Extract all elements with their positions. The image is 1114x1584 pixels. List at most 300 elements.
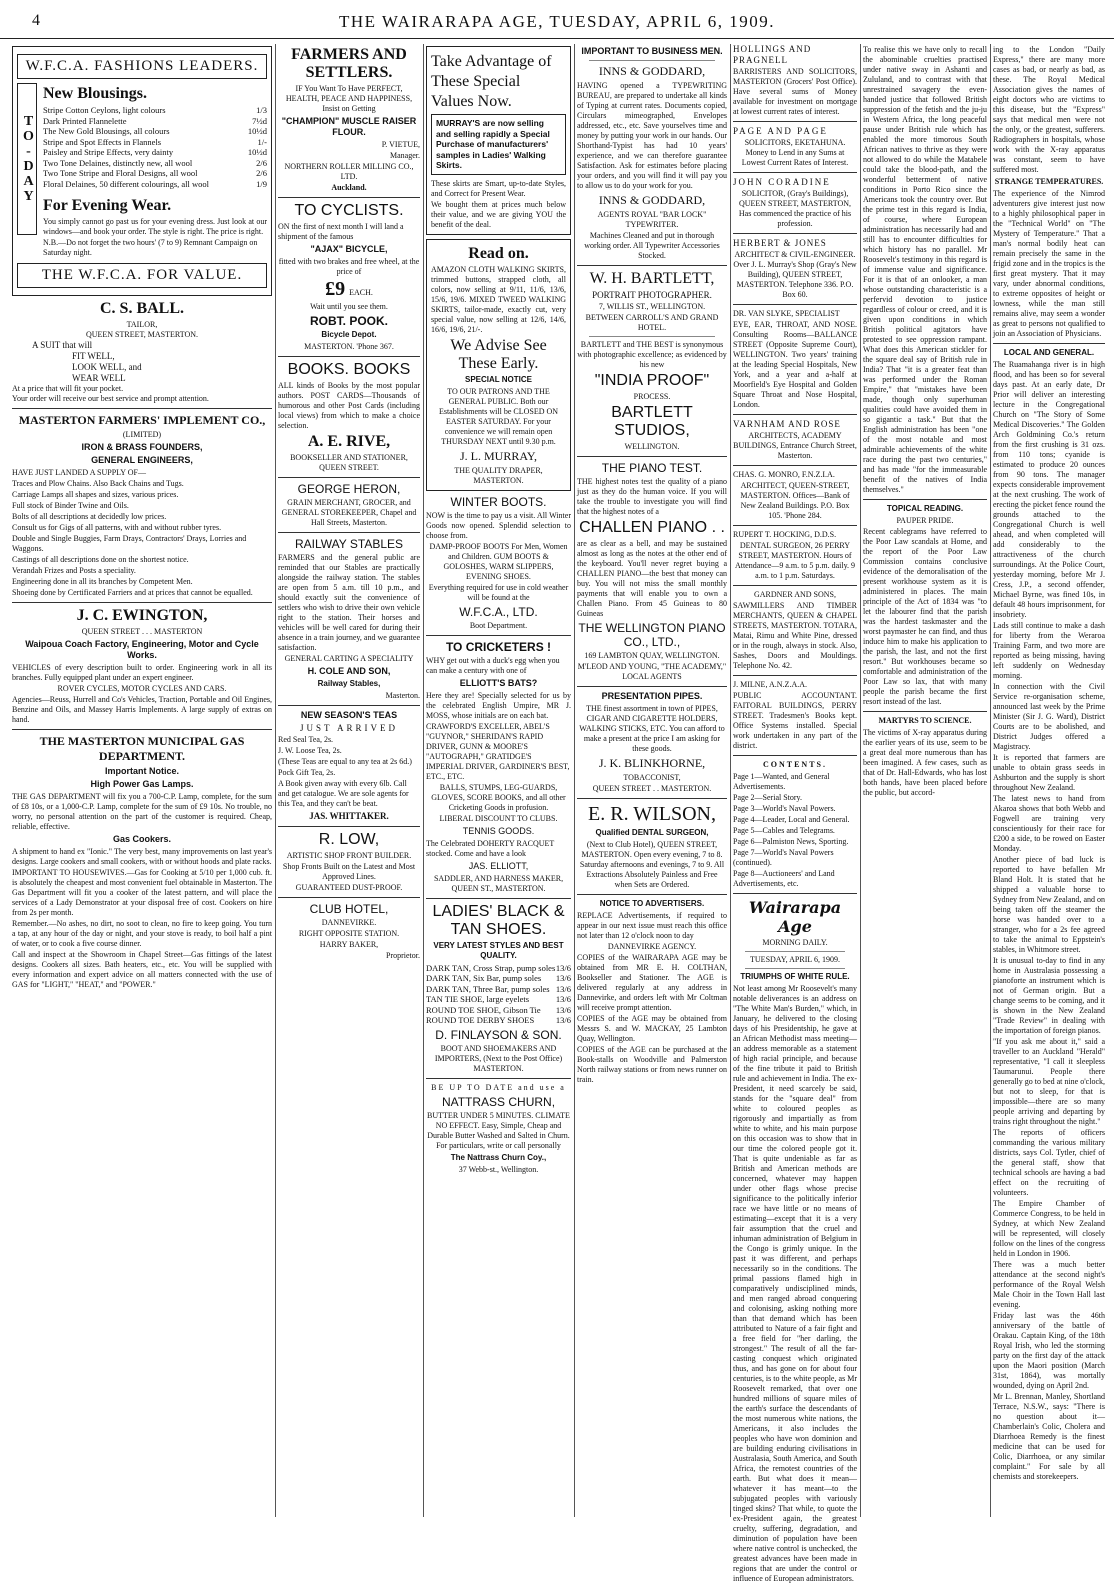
- item-name: DARK TAN, Cross Strap, pump soles: [426, 962, 556, 973]
- divider: [278, 826, 420, 827]
- price-row: [426, 973, 571, 984]
- advert-text: (Next to Club Hotel), QUEEN STREET, MASTERTON. Open every evening, 7 to 8. Saturday afternoons and evenings, 7 to 9. All Extractions Absolutely Painless and Free when Sets are Ordered.: [579, 840, 725, 889]
- advert-text: HAVING opened a TYPEWRITING BUREAU, are prepared to undertake all kinds of Typing at current rates. Documents copied, Circulars mimeographed, Envelopes addressed, etc., etc. Save yourselves time and money by putting your work in our hands. Our Shorthand-Typist has had 10 years' experience, and we can therefore guarantee Satisfaction. Ask for estimates before placing your orders, and you will find it will pay you to allow us to do your work for you.: [577, 81, 727, 190]
- advertiser-name: J. L. MURRAY,: [459, 448, 538, 463]
- advert-text: BUTTER UNDER 5 MINUTES. CLIMATE NO EFFECT. Easy, Simple, Cheap and Durable Butter Washed and Salted in Churn. For particulars, write or call personally: [427, 1110, 570, 1150]
- advert-text: Here they are! Specially selected for us by the celebrated English Umpire, MR J. MOSS, whose initials are on each bat.: [426, 690, 571, 720]
- sub-heading: Gas Cookers.: [112, 834, 172, 844]
- divider: [733, 233, 857, 234]
- price-row: [426, 1015, 571, 1026]
- advert-line: ROVER CYCLES, MOTOR CYCLES AND CARS.: [57, 684, 227, 693]
- card-name: DR. VAN SLYKE, SPECIALIST: [733, 309, 840, 318]
- advert-text: RIGHT OPPOSITE STATION.: [298, 929, 400, 938]
- advert-line: Carriage Lamps all shapes and sizes, various prices.: [12, 490, 179, 499]
- price-row: [43, 137, 267, 148]
- advert-text: VEHICLES of every description built to order. Engineering work in all its branches. Fully equipped plant under an expert engineer.: [12, 663, 272, 682]
- divider: [863, 499, 987, 500]
- trade: PORTRAIT PHOTOGRAPHER.: [592, 290, 712, 300]
- advertiser-name: E. R. WILSON,: [588, 803, 716, 825]
- advert-line: Traces and Plow Chains. Also Back Chains and Tugs.: [12, 479, 184, 488]
- city: WELLINGTON.: [624, 442, 680, 451]
- advert-title: NOTICE TO ADVERTISERS.: [599, 899, 705, 908]
- pipes-advert: [577, 691, 727, 794]
- advert-line: At a price that will fit your pocket.: [12, 384, 124, 393]
- advert-line: LOOK WELL, and: [72, 362, 142, 372]
- column-1: [12, 44, 272, 1517]
- price-row: [426, 994, 571, 1005]
- blousings-heading: New Blousings.: [43, 85, 148, 102]
- card-advert: [733, 419, 857, 461]
- advert-text: BARTLETT and THE BEST is synonymous with photographic excellence; as evidenced by his new: [577, 340, 727, 369]
- article-title: MARTYRS TO SCIENCE.: [878, 716, 972, 725]
- ball-advert: [12, 300, 272, 404]
- strange-article: [993, 177, 1105, 339]
- article-title: TRIUMPHS OF WHITE RULE.: [740, 972, 850, 981]
- column-6: [863, 44, 987, 1517]
- sub-heading: High Power Gas Lamps.: [90, 779, 194, 789]
- item-name: ROUND TOE DERBY SHOES: [426, 1015, 535, 1025]
- article-subtitle: PAUPER PRIDE.: [896, 516, 954, 525]
- advert-title: RAILWAY STABLES: [294, 537, 404, 551]
- card-name: HERBERT & JONES: [733, 238, 827, 248]
- topical-article: [863, 504, 987, 707]
- column-rule: [990, 44, 991, 1517]
- books-advert: [278, 361, 420, 473]
- card-text: SAWMILLERS AND TIMBER MERCHANTS, QUEEN & CHAPEL STREETS, MASTERTON. TOTARA, Matai, Rimu and White Pine, dressed or in the rough, always in stock. Also, Sashes, Doors and Mouldings. Telephone No. 42.: [733, 601, 857, 670]
- today-label: TO-DAY: [21, 114, 36, 204]
- contents-item: Page 8—Auctioneers' and Land Advertisements, etc.: [733, 869, 835, 888]
- sub-heading: IRON & BRASS FOUNDERS,: [81, 442, 203, 452]
- card-text: ARCHITECTS, ACADEMY BUILDINGS, Entrance Church Street, Masterton.: [733, 431, 857, 460]
- contents-item: Page 1—Wanted, and General Advertisements.: [733, 772, 830, 791]
- card-advert: [733, 530, 857, 581]
- sub-heading: Important Notice.: [104, 766, 179, 776]
- divider: [426, 898, 571, 899]
- article-body: Recent cablegrams have referred to the Poor Law scandals at Home, and the report of the Poor Law Commission contains conclusive evidence of the demoralisation of the present workhouse system as it is administered in places. The main principle of the Act of 1834 was "to let the labourer find that the parish was the hardest taskmaster and the worst paymaster he can find, and thus induce him to make his application to the parish, the last, and not the first resort." But workhouses became so comfortable and administration of the Poor Law so lax, that with many people the parish became the first resort instead of the last.: [863, 527, 987, 706]
- advert-text: COPIES of the AGE can be purchased at the Book-stalls on Woodville and Palmerston North railway stations or from news runner on train.: [577, 1045, 727, 1084]
- teas-advert: [278, 710, 420, 822]
- address: SADDLER, AND HARNESS MAKER, QUEEN ST., MASTERTON.: [433, 873, 564, 893]
- price-row: [426, 963, 571, 974]
- sub-heading: SPECIAL NOTICE: [465, 374, 532, 384]
- address: BETWEEN CARROLL'S AND GRAND HOTEL.: [585, 313, 719, 332]
- price-row: [43, 147, 267, 158]
- city: Auckland.: [331, 183, 367, 192]
- column-7: [993, 44, 1105, 1517]
- advert-line: Your order will receive our best service and prompt attention.: [12, 394, 209, 403]
- advert-text: THE finest assortment in town of PIPES, CIGAR AND CIGARETTE HOLDERS, WALKING STICKS, ETC. You can afford to make a present at the price I am asking for these goods.: [579, 704, 725, 753]
- news-paragraph: There was a much better attendance at the second night's performance of the Royal Welsh Male Choir in the Town Hall last evening.: [993, 1260, 1105, 1309]
- card-advert: [733, 238, 857, 300]
- remnant-note: N.B.—Do not forget the two hours' (7 to 9) Remnant Campaign on Saturday night.: [43, 238, 258, 257]
- divider: [733, 414, 857, 415]
- list-item: (These Teas are equal to any tea at 2s 6d.): [278, 757, 412, 766]
- business-advert: [577, 46, 727, 261]
- news-paragraph: Mr L. Brennan, Manley, Shortland Terrace, N.S.W., says: "There is no question about it—Chamberlain's Colic, Cholera and Diarrhoea Remedy is the finest medicine that can be used for Colic, Diarrhoea, or any similar complaint." For sale by all chemists and storekeepers.: [993, 1392, 1105, 1481]
- divider: [733, 304, 857, 305]
- ewington-advert: [12, 607, 272, 725]
- advert-line: Double and Single Buggies, Farm Drays, Contractors' Drays, Lorries and Waggons.: [12, 534, 247, 553]
- news-paragraph: Lads still continue to make a dash for liberty from the Weraroa Training Farm, and two more are reported as being missing, having left suddenly on Wednesday morning.: [993, 621, 1105, 680]
- product-name: CHALLEN PIANO . .: [579, 519, 725, 536]
- news-paragraph: It is reported that farmers are unable to obtain grass seeds in Ashburton and the supply is short throughout New Zealand.: [993, 753, 1105, 792]
- city: DANNEVIRKE.: [321, 918, 377, 927]
- divider: [589, 60, 715, 61]
- advert-title: Take Advantage of These Special Values Now.: [431, 53, 552, 110]
- cyclists-advert: [278, 202, 420, 352]
- trade: TOBACCONIST,: [623, 773, 681, 782]
- column-rule: [423, 44, 424, 1517]
- divider: [278, 477, 420, 478]
- advertiser-name: JAS. ELLIOTT,: [468, 860, 529, 871]
- advert-line: JUST ARRIVED: [299, 723, 399, 733]
- advert-line: GUARANTEED DUST-PROOF.: [295, 883, 403, 892]
- price-row: [426, 1005, 571, 1016]
- advert-title: BOOKS. BOOKS: [287, 361, 411, 378]
- advert-text: BE UP TO DATE and use a: [431, 1082, 566, 1092]
- company-name: NORTHERN ROLLER MILLING CO., LTD.: [284, 162, 414, 181]
- item-name: The New Gold Blousings, all colours: [43, 126, 170, 136]
- agents: M'LEOD AND YOUNG, "THE ACADEMY," LOCAL AGENTS: [577, 662, 727, 681]
- advert-title: WINTER BOOTS.: [450, 494, 547, 509]
- price-row: [43, 116, 267, 127]
- advertiser-name: THE WELLINGTON PIANO CO., LTD.,: [578, 621, 726, 649]
- price-row: [43, 179, 267, 190]
- item-price: 10½d: [247, 147, 267, 157]
- advert-line: HAVE JUST LANDED A SUPPLY OF—: [12, 468, 146, 477]
- news-paragraph: Friday last was the 46th anniversary of the battle of Orakau. Captain King, of the 18th Royal Irish, who led the storming party on the first day of the attack upon the Maori position (March 31st, 1864), was mortally wounded, dying on April 2nd.: [993, 1311, 1105, 1390]
- divider: [426, 1078, 571, 1079]
- address: MASTERTON. 'Phone 367.: [304, 342, 394, 351]
- divider: [745, 968, 845, 969]
- advert-text: TO OUR PATRONS AND THE GENERAL PUBLIC. Both our Establishments will be CLOSED ON EASTER SATURDAY. For your convenience we will remain open THURSDAY NEXT until 9.30 p.m.: [438, 386, 559, 446]
- advert-text: REPLACE Advertisements, if required to appear in our next issue must reach this office not later than 12 o'clock noon to day: [577, 911, 727, 940]
- article-title: LOCAL AND GENERAL.: [1003, 348, 1095, 357]
- divider: [278, 356, 420, 357]
- advert-text: AMAZON CLOTH WALKING SKIRTS, trimmed buttons, strapped cloth, all colors, now selling at 9/11, 11/6, 13/6, 15/6, 19/6. MIXED TWEED WALKING SKIRTS, tailor-made, exactly cut, very special value, now selling at 12/6, 14/6, 16/6, 19/6, 21/-.: [431, 264, 566, 334]
- divider: [733, 893, 857, 894]
- advert-text: Machines Cleaned and put in thorough working order. All Typewriter Accessories Stocked.: [584, 231, 720, 260]
- advert-text: Shop Fronts Built on the Latest and Most Approved Lines.: [282, 862, 416, 881]
- address: BOOT AND SHOEMAKERS AND IMPORTERS, (Next to the Post Office) MASTERTON.: [434, 1043, 563, 1073]
- wilson-advert: [577, 803, 727, 890]
- item-price: 10½d: [247, 126, 267, 136]
- item-price: 13/6: [555, 1015, 571, 1025]
- divider: [577, 894, 727, 895]
- piano-advert: [577, 461, 727, 682]
- divider: [733, 121, 857, 122]
- contents: [733, 760, 857, 889]
- address: THE QUALITY DRAPER, MASTERTON.: [454, 465, 543, 485]
- divider: [577, 798, 727, 799]
- divider: [12, 729, 272, 730]
- advertiser-name: J. K. BLINKHORNE,: [598, 756, 706, 770]
- advert-title: Read on.: [468, 244, 529, 262]
- divider: [733, 755, 857, 756]
- advert-text: Agencies—Reuss, Hurrell and Co's Vehicles, Traction, Portable and Oil Engines, Benzine and Oils, and Massey Harris Implements. A large supply of extras on hand.: [12, 695, 272, 724]
- railway-advert: [278, 537, 420, 701]
- advert-text: THE highest notes test the quality of a piano just as they do the human voice. If you will take the trouble to investigate you will find that the highest notes of a: [577, 477, 727, 516]
- advertiser-name: BARTLETT STUDIOS,: [611, 404, 693, 439]
- product-name: "INDIA PROOF": [594, 372, 710, 389]
- advertiser-name: JAS. WHITTAKER.: [309, 811, 389, 821]
- price-row: [43, 126, 267, 137]
- card-text: DENTAL SURGEON, 26 PERRY STREET, MASTERTON. Hours of Attendance—9 a.m. to 5 p.m. daily. 9 a.m. to 1 p.m. Saturdays.: [734, 541, 856, 580]
- advert-line: Consult us for Gigs of all patterns, with and without rubber tyres.: [12, 523, 222, 532]
- card-text: BARRISTERS AND SOLICITORS, MASTERTON (Grocers' Post Office). Have several sums of Money available for investment on mortgage at lowest current rates of interest.: [733, 67, 857, 116]
- settlers-advert: [278, 46, 420, 193]
- advert-text: WHY get out with a duck's egg when you can make a century with one of: [426, 655, 560, 675]
- evening-text: You simply cannot go past us for your evening dress. Just look at our windows—and book your order. The style is right. The price is right.: [43, 217, 267, 236]
- advertiser-name: J. C. EWINGTON,: [76, 607, 208, 624]
- divider: [733, 525, 857, 526]
- item-name: Floral Delaines, 50 different colourings, all wool: [43, 178, 210, 189]
- advertiser-name: C. S. BALL.: [99, 300, 185, 317]
- nameplate-title: Wairarapa Age: [748, 898, 842, 936]
- advert-line: Bolts of all descriptions at decidedly low prices.: [12, 512, 167, 521]
- address: QUEEN STREET, MASTERTON.: [85, 330, 199, 339]
- fashion-footer: THE W.F.C.A. FOR VALUE.: [17, 263, 267, 288]
- masthead: [0, 0, 1114, 39]
- item-price: 13/6: [555, 962, 571, 973]
- column-rule: [275, 44, 276, 1517]
- contents-item: Page 3—World's Naval Powers.: [733, 804, 836, 813]
- news-paragraph: It is unusual to-day to find in any home in Australasia possessing a pianoforte an instrument which is not of German origin. But a change seems to be coming, and it is shown in the New Zealand "Trade Review" in dealing with the importation of foreign pianos.: [993, 956, 1105, 1035]
- divider: [577, 265, 727, 266]
- news-paragraph: The latest news to hand from Akaroa shows that both Webb and Fogwell are training very conscientiously for their race for £200 a side, to be rowed on Easter Monday.: [993, 794, 1105, 853]
- address: 7, WILLIS ST., WELLINGTON.: [598, 302, 706, 311]
- news-paragraph: The Empire Chamber of Commerce Congress, to be held in Sydney, at which New Zealand will be represented, will closely follow on the lines of the congress held in London in 1906.: [993, 1199, 1105, 1258]
- divider: [589, 336, 715, 337]
- article-body: The Ruamahanga river is in high flood, and has been so for several days past. At an early date, Dr Prior will deliver an interesting lecture in the Congregational Church on "The Story of Some Medical Discoveries." The Golden Arch Goldmining Co.'s return from the first crushing is 31 ozs. from 110 tons; cyanide is estimated to produce 20 ounces from 90 tons. The manager expects considerable improvement at the next crushing. The work of erecting the picket fence round the grounds attached to the Congregational Church is well ahead, and when completed will add considerably to the attractiveness of the church surroundings. At the Police Court, yesterday morning, before Mr J. Cress, J.P., a second offender, Michael Byrne, was fined 10s, in default 48 hours imprisonment, for insobriety.: [993, 360, 1105, 619]
- advert-line: Wait until you see them.: [310, 302, 388, 311]
- divider: [993, 343, 1105, 344]
- farmers-advert: [12, 413, 272, 598]
- murray-box: MURRAY'S are now selling and selling rapidly a Special Purchase of manufacturers' samples in Ladies' Walking Skirts.: [431, 114, 566, 175]
- card-advert: [733, 680, 857, 751]
- divider: [278, 197, 420, 198]
- advert-line: Castings of all descriptions done on the shortest notice.: [12, 555, 189, 564]
- card-name: HOLLINGS AND PRAGNELL: [733, 44, 812, 65]
- evening-heading: For Evening Wear.: [43, 197, 172, 214]
- card-name: JOHN CORADINE: [733, 177, 831, 187]
- item-price: 13/6: [555, 983, 571, 994]
- advert-text: COPIES of the WAIRARAPA AGE may be obtained from MR E. H. COLTHAN, Bookseller and Stationer. The AGE is delivered regularly at any address in Dannevirke, and orders left with Mr Coltman will receive prompt attention.: [577, 953, 727, 1012]
- heron-advert: [278, 482, 420, 528]
- low-advert: [278, 831, 420, 893]
- item-name: TAN TIE SHOE, large eyelets: [426, 994, 530, 1004]
- card-name: VARNHAM AND ROSE: [733, 419, 841, 429]
- advertiser-name: INNS & GODDARD,: [598, 64, 706, 78]
- advert-title: LADIES' BLACK & TAN SHOES.: [432, 902, 565, 938]
- advert-title: PRESENTATION PIPES.: [601, 691, 703, 701]
- advert-text: CRAWFORD'S EXCELLER, ABEL'S "GUYNOR," SHERIDAN'S RAPID DRIVER, GUNN & MOORE'S "AUTOGRAPH," GRATIDGE'S IMPERIAL DRIVER, GARDINER'S BEST, ETC., ETC.: [426, 721, 570, 781]
- news-paragraph: Another piece of bad luck is reported to have befallen Mr Bland Holt. It is stated that he shipped a valuable horse to Sydney from New Zealand, and on being taken off the steamer the horse was handed over to a stranger, who for a 2s fee agreed to take the animal to Eppstein's stables, in Whitmore street.: [993, 855, 1105, 954]
- card-advert: [733, 126, 857, 168]
- fashion-title: W.F.C.A. FASHIONS LEADERS.: [17, 54, 267, 79]
- list-item: Pock Gift Tea, 2s.: [278, 768, 336, 777]
- advert-text: Call and inspect at the Showroom in Chapel Street—Gas fittings of the latest designs. Cookers all sizes. Bath heaters, etc., etc. You will be supplied with every information and expert advice on all matters connected with the use of GAS for "LIGHT," "HEAT," and "POWER.": [12, 950, 272, 989]
- news-paragraph: In connection with the Civil Service re-organisation scheme, announced last week by the Prime Minister (Sir J. G. Ward), District Courts are to be abolished, and District Judges offered a Magistracy.: [993, 682, 1105, 751]
- card-text: SOLICITOR, (Gray's Buildings), QUEEN STREET, MASTERTON, Has commenced the practice of his profession.: [738, 189, 852, 228]
- card-text: PUBLIC ACCOUNTANT. FAITORAL BUILDINGS, PERRY STREET. Tradesmen's Books kept. Office Systems installed. Special work undertaken in any part of the district.: [733, 691, 857, 750]
- advertiser-name: MASTERTON FARMERS' IMPLEMENT CO.,: [18, 413, 266, 427]
- list-item: J. W. Loose Tea, 2s.: [278, 746, 342, 755]
- read-on-advert: [426, 239, 571, 491]
- advert-text: FARMERS and the general public are reminded that our Stables are practically alongside the railway station. The stables are open from 5 a.m. till 10 p.m., and should exactly suit the convenience of settlers who wish to drive their own vehicle right to the station. Their horses and vehicles will be well cared for during their absence in a train journey, and we guarantee satisfaction.: [278, 553, 420, 652]
- divider: [733, 172, 857, 173]
- divider: [12, 408, 272, 409]
- advert-text: A shipment to hand ex "Ionic." The very best, many improvements on last year's designs. Large cookers and small cookers, with or without hoods and plate racks.: [12, 847, 272, 866]
- product-name: NATTRASS CHURN,: [441, 1094, 556, 1109]
- sub-heading: Railway Stables,: [317, 679, 381, 688]
- item-name: Paisley and Stripe Effects, very dainty: [43, 147, 174, 157]
- sub-heading: Bicycle Depot.: [321, 330, 377, 339]
- advert-text: DAMP-PROOF BOOTS For Men, Women and Children. GUM BOOTS & GOLOSHES, WARM SLIPPERS, EVENING SHOES.: [429, 541, 568, 581]
- advertiser-name: H. COLE AND SON,: [307, 666, 391, 676]
- advert-line: FIT WELL,: [72, 351, 115, 361]
- agent-name: P. VIETUE,: [381, 140, 420, 149]
- advert-text: IF You Want To Have PERFECT, HEALTH, PEACE AND HAPPINESS, Insist on Getting: [285, 84, 413, 113]
- item-name: Stripe Cotton Ceylons, light colours: [43, 105, 166, 115]
- divider: [278, 532, 420, 533]
- card-advert: [733, 177, 857, 229]
- divider: [278, 705, 420, 706]
- price-row: [426, 984, 571, 995]
- divider: [863, 711, 987, 712]
- advert-title: IMPORTANT TO BUSINESS MEN.: [581, 46, 723, 56]
- product-name: "AJAX" BICYCLE,: [310, 244, 388, 254]
- advert-title: FARMERS AND SETTLERS.: [291, 46, 407, 81]
- advertiser-name: ROBT. POOK.: [309, 314, 388, 328]
- advert-title: TO CYCLISTS.: [294, 202, 404, 219]
- card-name: GARDNER AND SONS,: [753, 590, 836, 599]
- advert-title: THE PIANO TEST.: [601, 461, 703, 475]
- column-rule: [574, 44, 575, 1517]
- advert-text: We bought them at prices much below their value, and we are giving YOU the benefit of the deal.: [431, 199, 566, 229]
- column-5: [733, 44, 857, 1583]
- club-advert: [278, 902, 420, 961]
- advert-text: These skirts are Smart, up-to-date Styles, and Correct for Present Wear.: [431, 178, 566, 198]
- advert-line: Verandah Frizes and Posts a speciality.: [12, 566, 136, 575]
- card-text: ARCHITECT, QUEEN-STREET, MASTERTON. Offices—Bank of New Zealand Buildings. P.O. Box 105. 'Phone 284.: [740, 481, 850, 520]
- address: 169 LAMBTON QUAY, WELLINGTON.: [584, 651, 720, 660]
- item-name: Two Tone Stripe and Floral Designs, all wool: [43, 168, 198, 178]
- card-text: EYE, EAR, THROAT, AND NOSE. Consulting Rooms—BALLANCE STREET (Opposite Supreme Court), WELLINGTON. Two years' training at the leading Special Hospitals, New York, and a year and a-half at Moorfield's Eye Hospital and Golden Square Throat and Nose Hospital, London.: [733, 320, 857, 409]
- advertiser-name: D. FINLAYSON & SON.: [435, 1027, 562, 1042]
- article-body: The victims of X-ray apparatus during the earlier years of its use, seem to be a great deal more numerous than has been imagined. A few cases, such as that of Dr. Hall-Edwards, who has lost both hands, have been placed before the public, but accord-: [863, 728, 987, 797]
- card-text: SOLICITORS, EKETAHUNA. Money to Lend in any Sums at Lowest Current Rates of Interest.: [741, 138, 849, 167]
- item-name: Dark Printed Flannelette: [43, 115, 127, 126]
- news-paragraph: The reports of officers commanding the various military districts, says Col. Tytler, chief of the general staff, show that technical schools are having a bad effect on the recruiting of volunteers.: [993, 1128, 1105, 1197]
- owner-role: Proprietor.: [386, 951, 420, 960]
- sub-heading: VERY LATEST STYLES AND BEST QUALITY.: [433, 940, 564, 960]
- advert-text: fitted with two brakes and free wheel, at the price of: [278, 257, 420, 276]
- article-body: Not least among Mr Roosevelt's many notable deliverances is an address on "The White Man's Burden," which, in January, he delivered to the closing days of his Presidentship, he gave at an African Methodist mass meeting—an address memorable as a statement of high racial principle, and because of the fine tribute it paid to British rule and achievement in India. The ex-President, it need scarcely be said, stands for the "square deal" from white to coloured peoples as rigorously and impartially as from white to white, and his main purpose on this occasion was to show that in our time the colored people got it. That is quite undeniable as far as British and American methods are concerned, whatever may happen under other flags whose precise significance to the politically inferior race we have little or no means of estimating—except that it is a very fair assumption that the cruel and inhuman administration of Belgium in the Congo is grimly unique. In the past it was different, and perhaps necessarily so in the conditions. The primal passions flamed high in comparatively undisciplined minds, and men ranged abroad conquering and colonising, asking nothing more than that demand which has been attributed to Nature of a fair fight and a free field for "her darling, the strongest." The result of all the far-casting conquest which originated thus, and has gone on for about four centuries, is to the white people, as Mr Roosevelt remarked, that over one hundred millions of square miles of the earth's surface the descendants of the most numerous white nations, the Americans, it also includes the peoples who have won dominion and are building enduring civilisations in Australasia, South America, and South Africa, the remotest countries of the earth. But what does it mean—whatever it has meant—to the subjugated peoples with variously tinged skins? That while, to quote the ex-President again, the greatest cruelty, suffering, degradation, and diminution of population have been where native control is unchecked, the greatest advances have been made in regions that are under the control or influence of European administrators.: [733, 984, 857, 1583]
- fashion-advert: [12, 46, 272, 296]
- price-unit: EACH.: [349, 288, 373, 297]
- card-name: CHAS. G. MONRO, F.N.Z.I.A.: [733, 470, 835, 479]
- advert-text: COPIES of the AGE may be obtained from Messrs S. and W. MACKAY, 25 Lambton Quay, Wellington.: [577, 1014, 727, 1043]
- advertiser-name: A. E. RIVE,: [307, 433, 391, 450]
- department: Boot Department.: [469, 620, 528, 630]
- item-price: 7½d: [252, 115, 267, 126]
- divider: [745, 951, 845, 952]
- contents-item: Page 5—Cables and Telegrams.: [733, 826, 835, 835]
- article-body: ing to the London "Daily Express," there are many more cases as bad, or nearly as bad, as these. The Royal Medical Association gives the names of eight doctors who are victims to this disease, but the "Express" says that medical men were not the only, or the greatest, sufferers. Radiographers in hospitals, whose work with the X-ray apparatus was constant, seem to have suffered most.: [993, 45, 1105, 174]
- card-name: J. MILNE, A.N.Z.A.A.: [733, 680, 807, 689]
- advert-line: Engineering done in all its branches by Competent Men.: [12, 577, 193, 586]
- list-item: Red Seal Tea, 2s.: [278, 735, 334, 744]
- advert-text: Remember.—No ashes, no dirt, no soot to clean, no fire to keep going. You turn a tap, at any hour of the day or night, and your stove is ready, to boil half a pint of water, or to cook a five course dinner.: [12, 919, 272, 948]
- advert-title: NEW SEASON'S TEAS: [300, 710, 398, 720]
- card-name: PAGE AND PAGE: [733, 126, 828, 136]
- price: £9: [325, 278, 346, 300]
- product-name: "CHAMPION" MUSCLE RAISER FLOUR.: [281, 116, 417, 137]
- divider: [278, 897, 420, 898]
- limited: (LIMITED): [122, 430, 162, 439]
- advert-text: Everything required for use in cold weather will be found at the: [428, 582, 569, 602]
- price-row: [43, 158, 267, 169]
- advert-title: THE MASTERTON MUNICIPAL GAS DEPARTMENT.: [39, 734, 245, 763]
- card-advert: [733, 590, 857, 671]
- advert-text: IMPORTANT TO HOUSEWIVES.—Gas for Cooking at 5/10 per 1,000 cub. ft. is absolutely the cheapest and most convenient fuel obtainable in Masterton. The Gas Department will fit you a cooker of the latest pattern, and will place the services of a Lady Demonstrator at your disposal free of cost. Cookers on hire from 2s per month.: [12, 868, 272, 917]
- nameplate-date: TUESDAY, APRIL 6, 1909.: [750, 955, 840, 964]
- advert-line: Full stock of Binder Twine and Oils.: [12, 501, 129, 510]
- sub-heading: Qualified DENTAL SURGEON,: [595, 828, 709, 837]
- article-body: To realise this we have only to recall the abominable cruelties practised under native sway in Ashanti and Zululand, and to contrast with that unrestrained savagery the even-handed justice that followed British suppression of the fetish and the ju-ju in Western Africa, the long peaceful pause under British rule which has enabled the more timorous South African natives to thrive as they were not allowed to do while the Matabele could take the blood-path, and the wonderful betterment of native conditions in Porto Rico since the Americans took the country over. But the prime test in this regard is India, of course, where European administration has necessarily had and still has to encounter difficulties for which history has no parallel. Mr Roosevelt's testimony in this regard is of immense value and significance. For it is that of an onlooker, a man whose outstanding characteristic is a perfervid devotion to justice regardless of colour or creed, and it is given upon conditions in which British political agitators have protested to see oppression rampant. What does this American stickler for the square deal say of British rule in India? That "it is a greater feat than was performed under the Roman Empire," that "mistakes have been made, though only superhuman qualities could have avoided them in so gigantic a task." But that the English administration has been "one of the most notable and most admirable achievements of the white race during the past two centuries," and has made "for the immeasurable benefit of the natives of India themselves.": [863, 45, 987, 494]
- list-item: A Book given away with every 6lb. Call and get catalogue. We are sole agents for this Tea, and they can't be beat.: [278, 779, 409, 808]
- advert-heading: We Advise See These Early.: [450, 336, 547, 372]
- advert-text: NOW is the time to pay us a visit. All Winter Goods now opened. Splendid selection to choose from.: [426, 510, 571, 540]
- advert-line: AGENTS ROYAL "BAR LOCK" TYPEWRITER.: [597, 210, 707, 229]
- price-row: [43, 105, 267, 116]
- advert-text: ON the first of next month I will land a shipment of the famous: [278, 222, 404, 241]
- advert-line: PROCESS.: [633, 392, 671, 401]
- advertiser-name: GEORGE HERON,: [297, 482, 401, 496]
- divider: [12, 602, 272, 603]
- column-rule: [860, 44, 861, 1517]
- divider: [733, 675, 857, 676]
- owner-name: HARRY BAKER,: [319, 940, 379, 949]
- murray-advert: [426, 46, 571, 235]
- item-name: DARK TAN, Six Bar, pump soles: [426, 973, 542, 983]
- column-2: [278, 44, 420, 1517]
- item-name: ROUND TOE SHOE, Gibson Tie: [426, 1004, 541, 1015]
- article-body: The experience of the Nimrod adventurers give interest just now to a highly philosophical paper in the "Technical World" on "The Mystery of Temperature." That a man's normal bodily heat can remain precisely the same in the frigid zone and in the tropics is the first great mystery. That it may vary, under abnormal conditions, to extreme opposites of height or lowness, while the man still remains alive, may seem a wonder as great to persons not qualified to join an Association of Physicians.: [993, 189, 1105, 338]
- address: 37 Webb-st., Wellington.: [458, 1164, 539, 1174]
- advertiser-name: W. H. BARTLETT,: [589, 270, 715, 287]
- item-name: Two Tone Delaines, distinctly new, all wool: [43, 157, 193, 168]
- advert-text: GRAIN MERCHANT, GROCER, and GENERAL STOREKEEPER, Chapel and Hall Streets, Masterton.: [281, 498, 417, 527]
- card-advert: [733, 309, 857, 410]
- item-price: 2/6: [256, 168, 267, 178]
- advertiser-name: CLUB HOTEL,: [309, 902, 389, 916]
- item-price: 1/9: [256, 178, 267, 189]
- trade: TAILOR,: [126, 320, 158, 329]
- product-name: ELLIOTT'S BATS?: [459, 677, 538, 688]
- contents-item: Page 6—Palmiston News, Sporting.: [733, 837, 849, 846]
- winter-boots-advert: [426, 495, 571, 631]
- nameplate-sub: MORNING DAILY.: [762, 938, 828, 947]
- advertisers-notice: [577, 899, 727, 1085]
- leader-article: [733, 972, 857, 1584]
- advert-line: A SUIT that will: [32, 340, 93, 350]
- advert-line: Shoeing done by Certificated Farriers and at prices that cannot be equalled.: [12, 588, 253, 597]
- newspaper-title: THE WAIRARAPA AGE, TUESDAY, APRIL 6, 1909.: [338, 12, 776, 31]
- sub-heading: TENNIS GOODS.: [462, 825, 535, 836]
- address: QUEEN STREET . . MASTERTON.: [592, 784, 712, 793]
